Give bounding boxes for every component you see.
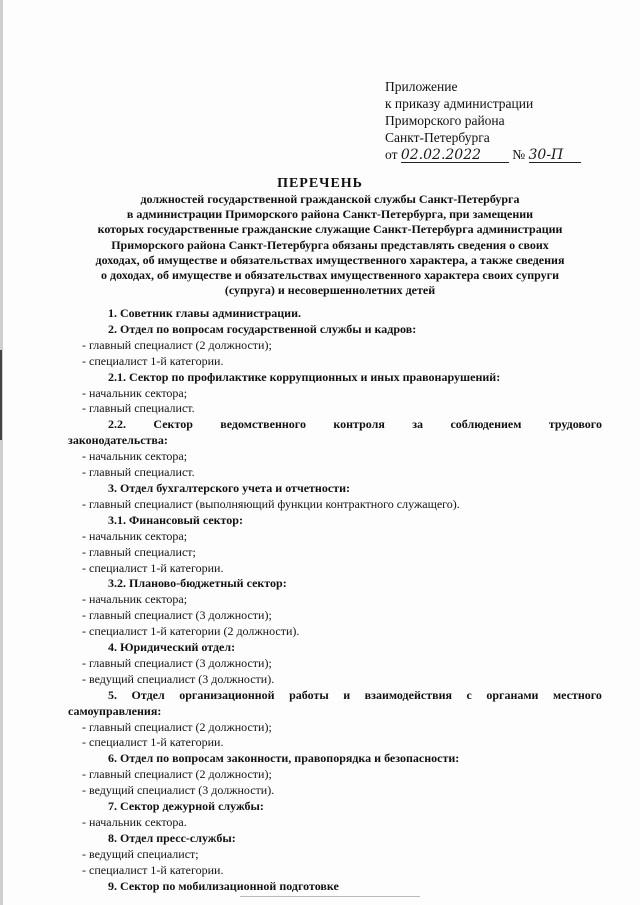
section-heading: 3.1. Финансовый сектор:: [108, 512, 243, 527]
position-item: - начальник сектора;: [82, 449, 188, 464]
number-sign: №: [512, 147, 526, 162]
list-item-word: и: [343, 687, 351, 702]
list-item-word: 5.: [108, 687, 117, 702]
position-item: - специалист 1-й категории.: [82, 560, 224, 575]
section-heading: 8. Отдел пресс-службы:: [108, 830, 236, 845]
list-item-word: работы: [289, 687, 329, 702]
section-heading: 6. Отдел по вопросам законности, правопорядка и безопасности:: [108, 751, 460, 766]
list-item-word: местного: [552, 687, 602, 702]
position-item: - главный специалист (3 должности);: [82, 608, 272, 623]
position-item: - начальник сектора;: [82, 592, 188, 607]
list-item-word: за: [412, 417, 424, 432]
position-item: - главный специалист (2 должности);: [82, 719, 272, 734]
list-item-word: соблюдением: [450, 417, 522, 432]
annex-header: [385, 78, 581, 163]
position-item: - ведущий специалист (3 должности).: [82, 671, 275, 686]
position-item: - ведущий специалист;: [82, 846, 199, 861]
position-item: - главный специалист (3 должности);: [82, 655, 272, 670]
list-item-word: 2.2.: [108, 417, 126, 432]
section-heading: 7. Сектор дежурной службы:: [108, 799, 264, 814]
date-prefix: от: [385, 147, 398, 162]
position-item: - начальник сектора.: [82, 815, 187, 829]
list-item-justified: [82, 688, 602, 704]
handwritten-date: 02.02.2022: [401, 148, 509, 163]
position-item: - главный специалист (2 должности);: [82, 767, 272, 782]
section-heading: 3.2. Планово-бюджетный сектор:: [108, 576, 287, 591]
position-item: - ведущий специалист (3 должности).: [82, 783, 275, 798]
section-heading: 4. Юридический отдел:: [108, 640, 236, 655]
position-item: - специалист 1-й категории.: [82, 353, 224, 368]
positions-list: [68, 306, 602, 895]
section-heading: 3. Отдел бухгалтерского учета и отчетности:: [108, 480, 350, 495]
annex-line-1: Приложение: [385, 79, 458, 94]
position-item: - главный специалист (2 должности);: [82, 337, 272, 352]
list-item-word: Сектор: [153, 417, 193, 432]
position-item: - главный специалист (выполняющий функции контрактного служащего).: [82, 496, 460, 511]
list-item-word: ведомственного: [220, 417, 306, 432]
subtitle-line: доходах, об имуществе и обязательствах имущественного характера, а также сведения: [95, 252, 565, 267]
annex-line-2: к приказу администрации: [385, 96, 534, 111]
list-item-word: организационной: [179, 687, 275, 702]
handwritten-number: 30-П: [529, 148, 581, 163]
list-item-word: взаимодействия: [364, 687, 452, 702]
section-heading: 2.1. Сектор по профилактике коррупционных и иных правонарушений:: [108, 369, 501, 384]
document-title: ПЕРЕЧЕНЬ: [277, 176, 363, 191]
list-item-word: контроля: [333, 417, 385, 432]
position-item: - начальник сектора;: [82, 528, 188, 543]
subtitle-line: Приморского района Санкт-Петербурга обязаны представлять сведения о своих: [111, 237, 549, 252]
scan-left-edge: [0, 0, 3, 905]
position-item: - специалист 1-й категории.: [82, 735, 224, 750]
section-heading: самоуправления:: [68, 703, 162, 718]
list-item-word: Отдел: [131, 687, 165, 702]
section-heading: законодательства:: [68, 433, 168, 448]
subtitle-line: в администрации Приморского района Санкт-Петербурга, при замещении: [126, 207, 534, 222]
document-subtitle: [60, 192, 600, 298]
annex-line-3: Приморского района: [385, 113, 505, 128]
position-item: - главный специалист.: [82, 465, 195, 480]
subtitle-line: которых государственные гражданские служащие Санкт-Петербурга администрации: [97, 222, 563, 237]
position-item: - специалист 1-й категории (2 должности).: [82, 624, 300, 639]
section-heading: 9. Сектор по мобилизационной подготовке: [108, 878, 339, 893]
section-heading: 1. Советник главы администрации.: [108, 306, 302, 320]
position-item: - специалист 1-й категории.: [82, 862, 224, 877]
annex-date-number-line: [385, 146, 581, 163]
annex-line-4: Санкт-Петербурга: [385, 130, 490, 145]
position-item: - главный специалист;: [82, 544, 196, 559]
list-item-word: трудового: [548, 417, 602, 432]
scan-bottom-mark: [240, 896, 420, 897]
subtitle-line: (супруга) и несовершеннолетних детей: [224, 283, 436, 298]
list-item-word: органами: [486, 687, 539, 702]
list-item-word: с: [466, 687, 472, 702]
position-item: - начальник сектора;: [82, 385, 188, 400]
subtitle-line: о доходах, об имуществе и обязательствах имущественного характера своих супруги: [101, 268, 559, 283]
scan-edge-mark: [0, 350, 2, 440]
section-heading: 2. Отдел по вопросам государственной службы и кадров:: [108, 321, 417, 336]
list-item-justified: [82, 417, 602, 433]
subtitle-line: должностей государственной гражданской службы Санкт-Петербурга: [140, 192, 520, 206]
position-item: - главный специалист.: [82, 401, 195, 416]
